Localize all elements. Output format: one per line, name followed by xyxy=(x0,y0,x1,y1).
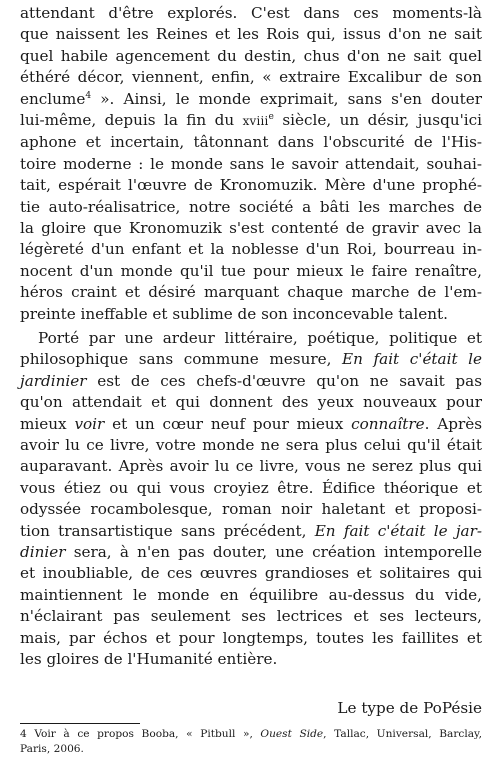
text-line: quel habile agencement du destin, chus d'on ne sait quel xyxy=(20,46,482,65)
text-line: attendant d'être explorés. C'est dans ces moments-là xyxy=(20,4,482,22)
text-line: que naissent les Reines et les Rois qui, issus d'on ne sait xyxy=(20,25,482,44)
text-line: qu'on attendait et qui donnent des yeux nouveaux pour xyxy=(20,393,482,412)
text-line: avoir lu ce livre, votre monde ne sera plus celui qu'il était xyxy=(20,436,482,455)
paragraph-1 xyxy=(20,3,482,325)
text-line xyxy=(20,349,482,370)
text-line xyxy=(20,110,482,132)
footnote-ref: 4 xyxy=(85,90,92,101)
signature: Le type de PoPésie xyxy=(337,699,482,717)
text-fragment: mieux xyxy=(20,414,75,433)
text-line xyxy=(20,414,482,435)
footnote-line xyxy=(20,727,482,742)
footnote xyxy=(20,727,482,757)
album-title: Ouest Side xyxy=(260,728,324,740)
book-title: En fait c'était le jar- xyxy=(314,521,482,540)
text-fragment: 4 Voir à ce propos Booba, « Pitbull », xyxy=(20,728,261,740)
text-line: héros craint et désiré marquant chaque marche de l'em- xyxy=(20,283,482,302)
book-title: jardinier xyxy=(20,371,87,390)
text-line: mais, par échos et pour longtemps, toutes les faillites et xyxy=(20,628,482,647)
text-fragment: et un cœur neuf pour mieux xyxy=(104,414,352,433)
book-title: dinier xyxy=(20,543,66,562)
text-fragment: . Après xyxy=(424,414,483,433)
century-numeral: xviii xyxy=(242,114,269,129)
text-line: tie auto-réalisatrice, notre société a bâti les marches de xyxy=(20,197,482,216)
text-line: légèreté d'un enfant et la noblesse d'un Roi, bourreau in- xyxy=(20,240,482,259)
text-line: maintiennent le monde en équilibre au-dessus du vide, xyxy=(20,585,482,604)
text-fragment: lui-même, depuis la fin du xyxy=(20,111,243,130)
text-line: et inoubliable, de ces œuvres grandioses et solitaires qui xyxy=(20,564,482,583)
text-line: odyssée rocambolesque, roman noir haletant et proposi- xyxy=(20,500,482,519)
emphasis: voir xyxy=(74,414,105,433)
text-line: n'éclairant pas seulement ses lectrices et ses lecteurs, xyxy=(20,607,482,626)
text-line: éthéré décor, viennent, enfin, « extraire Excalibur de son xyxy=(20,68,482,87)
footnote-divider xyxy=(20,723,140,724)
text-fragment: tion transartistique sans précédent, xyxy=(20,521,315,540)
emphasis: connaître xyxy=(351,414,425,433)
text-line: les gloires de l'Humanité entière. xyxy=(20,650,278,669)
text-fragment: sera, à n'en pas douter, une création intemporelle xyxy=(65,543,482,562)
text-fragment: enclume xyxy=(20,89,86,108)
text-line: auparavant. Après avoir lu ce livre, vous ne serez plus qui xyxy=(20,457,482,476)
text-fragment: , Tallac, Universal, Barclay, xyxy=(323,728,482,740)
text-line: nocent d'un monde qu'il tue pour mieux le faire renaître, xyxy=(20,261,482,280)
text-fragment: philosophique sans commune mesure, xyxy=(20,350,343,369)
text-line: toire moderne : le monde sans le savoir attendait, souhai- xyxy=(20,154,482,173)
text-line: preinte ineffable et sublime de son inconcevable talent. xyxy=(20,304,448,323)
text-line: aphone et incertain, tâtonnant dans l'obscurité de l'His- xyxy=(20,133,482,152)
text-line xyxy=(20,521,482,542)
text-fragment: est de ces chefs-d'œuvre qu'on ne savait pas xyxy=(86,371,482,390)
text-line: la gloire que Kronomuzik s'est contenté de gravir avec la xyxy=(20,219,482,238)
text-line: Porté par une ardeur littéraire, poétique, politique et xyxy=(38,329,482,347)
text-line xyxy=(20,89,482,110)
text-line: vous étiez ou qui vous croyiez être. Édifice théorique et xyxy=(20,478,482,497)
text-fragment: siècle, un désir, jusqu'ici xyxy=(273,111,482,130)
text-line xyxy=(20,371,482,392)
text-line xyxy=(20,542,482,563)
paragraph-2 xyxy=(20,328,482,671)
footnote-line: Paris, 2006. xyxy=(20,743,84,755)
century-suffix: e xyxy=(268,111,274,122)
text-line: tait, espérait l'œuvre de Kronomuzik. Mère d'une prophé- xyxy=(20,176,482,195)
book-title: En fait c'était le xyxy=(342,350,482,369)
text-fragment: ». Ainsi, le monde exprimait, sans s'en douter xyxy=(91,89,482,108)
